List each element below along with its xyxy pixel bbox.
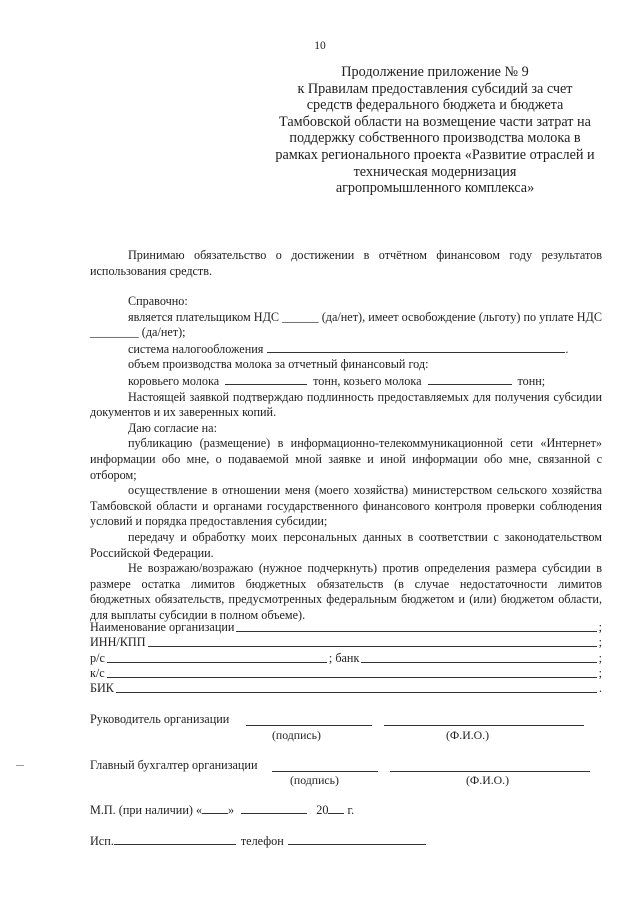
consent-label: Даю согласие на: [128,420,217,435]
ks-end: ; [598,665,602,680]
seal-quote-close: » [228,803,235,817]
month-blank[interactable] [241,802,307,814]
requisites-block [90,620,602,696]
page-number: 10 [314,40,326,52]
accountant-signature-caption: (подпись) [290,773,339,787]
consent-inspections: осуществление в отношении меня (моего хозяйства) министерством сельского хозяйства Тамбовской области и органами государственного финансового контроля проверки соблюдения условий и порядка предоставления субсидии; [90,483,602,529]
accountant-signature-line[interactable] [272,770,378,772]
rs-field[interactable] [107,661,327,663]
accountant-name-line[interactable] [390,770,590,772]
accountant-name-caption: (Ф.И.О.) [466,773,510,787]
reference-label: Справочно: [128,294,188,308]
heading-line: к Правилам предоставления субсидий за счет [297,80,573,97]
margin-mark [16,765,24,766]
head-name-line[interactable] [384,724,584,726]
accountant-signature-label: Главный бухгалтер организации [90,758,258,772]
org-name-field[interactable] [236,630,596,632]
appendix-heading [252,64,618,197]
bik-row [90,681,602,696]
phone-blank[interactable] [288,833,426,845]
year-prefix: 20 [316,803,329,817]
vat-payer-text: является плательщиком НДС ______ (да/нет), имеет освобождение (льготу) по уплате НДС ________ (да/нет); [90,309,602,340]
head-signature-line[interactable] [246,724,372,726]
rs-row [90,650,602,665]
confirmation-text: Настоящей заявкой подтверждаю подлинность предоставляемых для получения субсидии документов и их заверенных копий. [90,389,602,420]
heading-line: техническая модернизация [353,163,517,180]
bik-field[interactable] [116,691,597,693]
tax-system-row [90,341,602,358]
inn-label: ИНН/КПП [90,635,146,650]
year-blank[interactable] [328,802,344,814]
head-signature-caption: (подпись) [272,728,321,742]
phone-label: телефон [240,834,284,848]
heading-line: Тамбовской области на возмещение части затрат на [279,113,591,130]
objection-text: Не возражаю/возражаю (нужное подчеркнуть) против определения размера субсидии в размере остатка лимитов бюджетных обязательств (в случае недостаточности лимитов бюджетных обязательств, предусмотренных федеральным бюджетом и (или) бюджетом области, для выплаты субсидии в полном объеме). [90,561,602,622]
head-name-caption: (Ф.И.О.) [446,728,490,742]
inn-row [90,635,602,650]
org-name-label: Наименование организации [90,620,235,635]
executor-label: Исп. [90,834,114,848]
seal-date-row [90,802,354,818]
bank-field[interactable] [361,661,596,663]
heading-line: поддержку собственного производства молока в [289,130,581,147]
milk-volume-row [90,373,602,390]
tax-system-label: система налогообложения [128,341,264,356]
milk-volume-label: объем производства молока за отчетный финансовый год: [128,357,429,372]
cow-milk-label: коровьего молока [128,373,220,388]
seal-label: М.П. (при наличии) « [90,803,203,817]
obligation-paragraph [90,248,602,279]
ks-row [90,666,602,681]
org-name-row [90,620,602,635]
inn-field[interactable] [148,645,597,647]
heading-line: агропромышленного комплекса» [335,180,535,197]
tax-system-end: . [565,341,569,356]
cow-milk-blank[interactable] [225,373,307,385]
org-name-end: ; [598,620,602,635]
executor-blank[interactable] [114,833,236,845]
tons-label-1: тонн, козьего молока [313,373,422,388]
ks-label: к/с [90,665,105,680]
obligation-text: Принимаю обязательство о достижении в отчётном финансовом году результатов использования средств. [90,248,602,278]
day-blank[interactable] [202,802,228,814]
inn-end: ; [598,635,602,650]
tons-label-2: тонн; [517,373,546,388]
rs-label: р/с [90,650,105,665]
head-signature-label: Руководитель организации [90,712,230,726]
executor-row [90,833,426,849]
goat-milk-blank[interactable] [428,373,512,385]
bik-label: БИК [90,680,114,695]
heading-line: Продолжение приложение № 9 [341,64,529,80]
heading-line: рамках регионального проекта «Развитие отраслей и [275,146,595,163]
rs-end: ; [598,650,602,665]
heading-line: средств федерального бюджета и бюджета [306,97,564,114]
reference-section [90,294,602,623]
ks-field[interactable] [107,676,597,678]
bank-label: ; банк [328,650,360,665]
consent-personal-data: передачу и обработку моих персональных данных в соответствии с законодательством Российской Федерации. [90,529,602,560]
bik-end: . [598,680,602,695]
tax-system-blank[interactable] [267,341,565,353]
consent-publication: публикацию (размещение) в информационно-телекоммуникационной сети «Интернет» информации обо мне, о подаваемой мной заявке и иной информации обо мне, связанной с отбором; [90,436,602,482]
year-suffix: г. [347,803,355,817]
